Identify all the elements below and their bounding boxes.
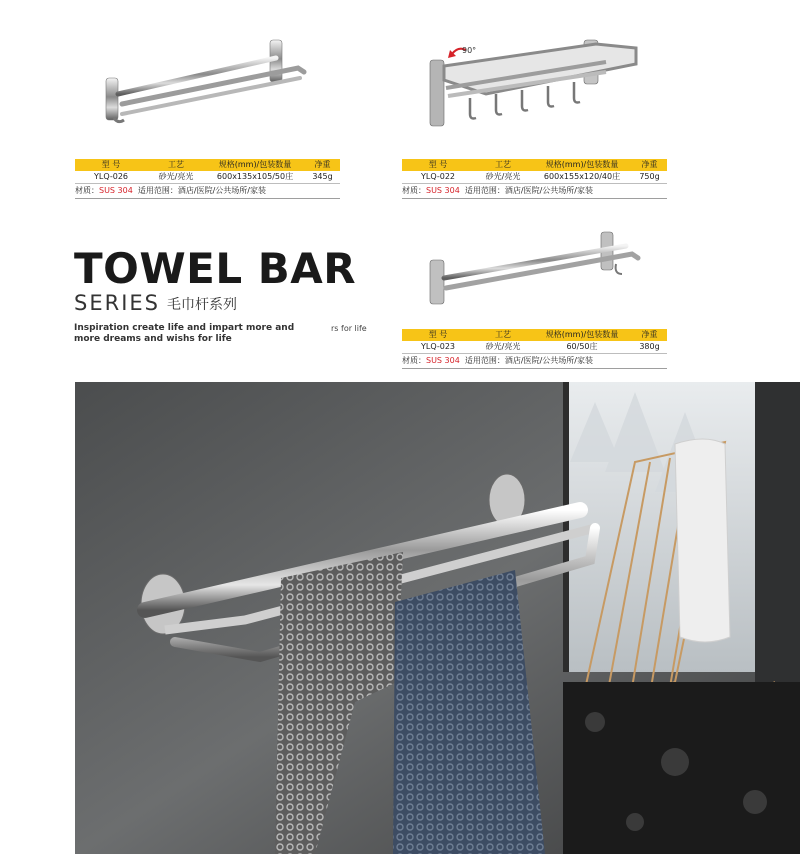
cell-process: 砂光/亮光 (485, 172, 521, 181)
header-model: 型 号 (428, 160, 448, 169)
cell-model: YLQ-026 (93, 172, 129, 181)
header-spec: 规格(mm)/包装数量 (545, 160, 619, 169)
material-value: SUS 304 (426, 356, 460, 365)
material-label: 材质： (402, 186, 426, 195)
cell-model: YLQ-023 (420, 342, 456, 351)
material-line (402, 184, 667, 199)
material-line (402, 354, 667, 369)
cell-weight: 380g (639, 342, 660, 351)
spec-header (402, 329, 667, 341)
header-model: 型 号 (428, 330, 448, 339)
spec-header (75, 159, 340, 171)
spec-table-ylq-022 (402, 159, 667, 199)
rotation-label: 90° (462, 46, 477, 55)
cell-process: 砂光/亮光 (158, 172, 194, 181)
spec-row (75, 171, 340, 184)
white-towel (675, 439, 730, 642)
material-label: 材质： (402, 356, 426, 365)
header-spec: 规格(mm)/包装数量 (545, 330, 619, 339)
scope-label: 适用范围： (137, 186, 178, 195)
cell-spec: 60/50庄 (566, 342, 598, 351)
lifestyle-photo (75, 382, 800, 854)
cell-weight: 345g (312, 172, 333, 181)
cell-weight: 750g (639, 172, 660, 181)
header-process: 工艺 (495, 330, 511, 339)
product-image-ylq-022 (426, 36, 646, 148)
bathroom-scene-illustration (75, 382, 800, 854)
series-label: SERIES (74, 291, 160, 315)
scope-value: 酒店/医院/公共场所/家装 (504, 356, 594, 365)
spec-table-ylq-023 (402, 329, 667, 369)
cell-model: YLQ-022 (420, 172, 456, 181)
spec-row (402, 171, 667, 184)
material-value: SUS 304 (99, 186, 133, 195)
product-image-ylq-026 (100, 38, 315, 126)
scope-value: 酒店/医院/公共场所/家装 (177, 186, 267, 195)
header-process: 工艺 (168, 160, 184, 169)
header-weight: 净重 (641, 330, 658, 339)
tagline-fragment: rs for life (331, 324, 367, 333)
scope-label: 适用范围： (464, 186, 505, 195)
product-image-ylq-023 (426, 230, 646, 306)
material-value: SUS 304 (426, 186, 460, 195)
header-weight: 净重 (641, 160, 658, 169)
spec-header (402, 159, 667, 171)
cell-process: 砂光/亮光 (485, 342, 521, 351)
cell-spec: 600x135x105/50庄 (216, 172, 294, 181)
header-spec: 规格(mm)/包装数量 (218, 160, 292, 169)
scope-label: 适用范围： (464, 356, 505, 365)
scope-value: 酒店/医院/公共场所/家装 (504, 186, 594, 195)
header-process: 工艺 (495, 160, 511, 169)
header-model: 型 号 (101, 160, 121, 169)
cell-spec: 600x155x120/40庄 (543, 172, 621, 181)
series-label-cn: 毛巾杆系列 (167, 297, 237, 313)
material-line (75, 184, 340, 199)
spec-row (402, 341, 667, 354)
header-weight: 净重 (314, 160, 331, 169)
page-title: TOWEL BAR (74, 244, 357, 293)
material-label: 材质： (75, 186, 99, 195)
tagline: Inspiration create life and impart more and more dreams and wishs for life (74, 323, 295, 344)
spec-table-ylq-026 (75, 159, 340, 199)
